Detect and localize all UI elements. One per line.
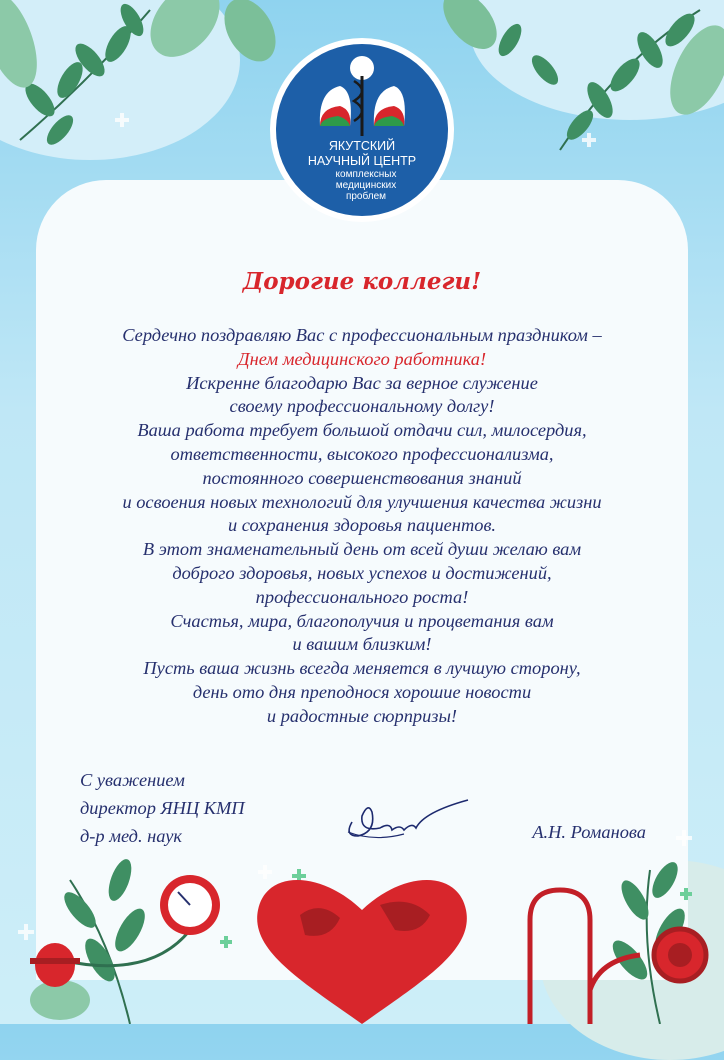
logo-line-3: комплексных [335,169,397,180]
letter-line: ответственности, высокого профессионализма, [170,443,554,464]
logo-line-4: медицинских [335,180,397,191]
letter-line: Днем медицинского работника! [237,348,487,369]
letter-line: и радостные сюрпризы! [266,705,458,726]
leaf-branch-icon [30,856,151,1024]
letter-line: и освоения новых технологий для улучшения качества жизни [122,491,602,512]
heart-globe-icon [257,880,467,1024]
signature-block [80,766,245,850]
letter-line: профессионального роста! [255,586,469,607]
letter-line: Пусть ваша жизнь всегда меняется в лучшую сторону, [143,658,581,679]
logo-line-2: НАУЧНЫЙ ЦЕНТР [307,154,417,168]
letter-line: своему профессиональному долгу! [229,396,495,417]
leaf-large-icon [0,0,286,95]
letter-line: Сердечно поздравляю Вас с профессиональным праздником – [122,325,602,345]
letter-line: день ото дня преподнося хорошие новости [192,681,532,702]
letter-line: Ваша работа требует большой отдачи сил, милосердия, [137,420,587,441]
signature-position: директор ЯНЦ КМП [80,798,245,818]
signature-name: А.Н. Романова [532,822,646,842]
leaf-branch-icon [20,0,150,149]
signature-regards: С уважением [80,770,185,790]
handwritten-signature [334,792,474,844]
letter-body [60,324,664,729]
letter-line: В этот знаменательный день от всей души желаю вам [142,539,582,560]
letter-greeting: Дорогие коллеги! [242,268,482,295]
letter-line: Искренне благодарю Вас за верное служение [186,372,538,393]
letter-line: постоянного совершенствования знаний [202,467,522,488]
letter-line: Счастья, мира, благополучия и процветания вам [170,610,554,631]
leaf-branch-icon [494,9,700,150]
letter-line: и сохранения здоровья пациентов. [227,515,497,536]
letter-line: доброго здоровья, новых успехов и достижений, [172,562,552,583]
signature-degree: д-р мед. наук [80,826,183,846]
letter-line: и вашим близким! [292,634,432,655]
organization-logo [268,36,456,224]
logo-line-1: ЯКУТСКИЙ [328,139,396,153]
logo-line-5: проблем [345,191,387,202]
